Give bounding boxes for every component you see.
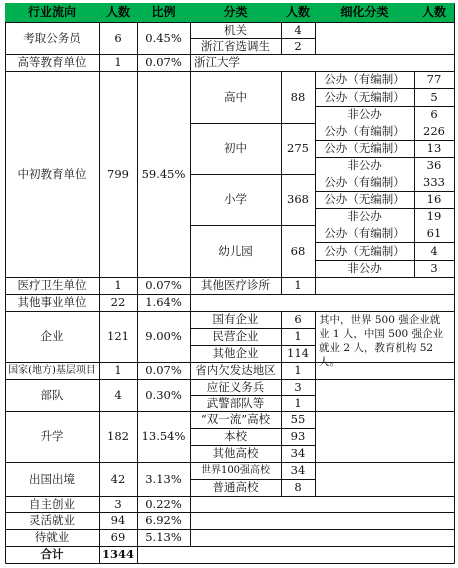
count-flexible-employment: 94	[110, 513, 126, 527]
count-healthcare: 1	[114, 278, 122, 292]
detail-label: 公办（有编制）	[324, 226, 405, 240]
detail-count: 61	[426, 226, 442, 240]
industry-military: 部队	[40, 387, 64, 402]
industry-flexible-employment: 灵活就业	[29, 513, 75, 527]
industry-grassroots: 国家(地方)基层项目	[8, 365, 96, 376]
detail-count: 36	[426, 158, 442, 172]
industry-further-study: 升学	[40, 429, 64, 443]
industry-civil-servant: 考取公务员	[23, 30, 81, 45]
sub-other-enterprise: 其他企业	[212, 346, 259, 360]
sub-armed-police-count: 1	[294, 395, 302, 410]
detail-label: 非公办	[347, 261, 382, 275]
group-kindergarten-count: 68	[290, 243, 306, 258]
ratio-healthcare: 0.07%	[145, 278, 182, 292]
detail-label: 公办（无编制）	[324, 243, 405, 258]
sub-conscript-count: 3	[294, 379, 302, 394]
sub-selected-graduates: 浙江省选调生	[201, 38, 270, 53]
group-primary-school: 小学	[224, 192, 247, 206]
ratio-enterprise: 9.00%	[145, 329, 182, 343]
sub-zhejiang-university: 浙江大学	[194, 55, 240, 69]
header-industry: 行业流向	[5, 3, 99, 22]
sub-regular-university: 普通高校	[212, 480, 259, 494]
count-higher-education: 1	[114, 55, 122, 69]
count-further-study: 182	[107, 429, 129, 443]
ratio-higher-education: 0.07%	[145, 55, 182, 69]
detail-count: 19	[426, 209, 442, 223]
sub-other-enterprise-count: 114	[287, 346, 309, 360]
header-category: 分类	[190, 3, 281, 22]
sub-other-university: 其他高校	[212, 446, 259, 460]
sub-underdeveloped-area: 省内欠发达地区	[195, 363, 276, 377]
industry-healthcare: 医疗卫生单位	[17, 278, 87, 292]
group-high-school-count: 88	[290, 89, 306, 104]
count-other-public: 22	[110, 295, 126, 309]
sub-world-top100: 世界100强高校	[200, 465, 271, 476]
count-military: 4	[114, 387, 122, 402]
sub-conscript: 应征义务兵	[206, 379, 265, 394]
total-count: 1344	[101, 547, 134, 561]
sub-other-clinic-count: 1	[294, 278, 302, 292]
sub-own-university: 本校	[224, 429, 247, 443]
group-high-school: 高中	[224, 89, 247, 104]
industry-entrepreneurship: 自主创业	[29, 496, 75, 511]
detail-count: 4	[430, 243, 438, 258]
group-middle-school: 初中	[224, 141, 247, 155]
group-middle-school-count: 275	[287, 141, 309, 155]
ratio-k12-education: 59.45%	[141, 166, 186, 181]
detail-label: 非公办	[347, 107, 382, 121]
detail-count: 3	[430, 261, 438, 275]
sub-underdeveloped-area-count: 1	[294, 363, 302, 377]
ratio-unemployed: 5.13%	[145, 530, 182, 544]
detail-count: 5	[430, 89, 438, 104]
total-label: 合计	[40, 547, 64, 561]
ratio-military: 0.30%	[145, 387, 182, 402]
ratio-entrepreneurship: 0.22%	[145, 496, 182, 511]
detail-label: 公办（有编制）	[324, 124, 405, 138]
header-detail: 细化分类	[315, 3, 414, 22]
ratio-other-public: 1.64%	[145, 295, 182, 309]
sub-other-university-count: 34	[290, 446, 306, 460]
detail-label: 公办（有编制）	[324, 72, 405, 86]
header-detail-count: 人数	[414, 3, 454, 22]
count-entrepreneurship: 3	[114, 496, 122, 511]
sub-private: 民营企业	[212, 329, 259, 343]
industry-other-public: 其他事业单位	[17, 295, 87, 309]
sub-selected-graduates-count: 2	[294, 38, 302, 53]
sub-own-university-count: 93	[290, 429, 306, 443]
industry-unemployed: 待就业	[34, 530, 70, 544]
count-study-abroad: 42	[110, 471, 126, 486]
group-kindergarten: 幼儿园	[218, 243, 253, 258]
industry-enterprise: 企业	[40, 329, 64, 343]
detail-count: 6	[430, 107, 438, 121]
detail-count: 13	[426, 141, 442, 155]
detail-label: 公办（无编制）	[324, 192, 405, 206]
count-unemployed: 69	[110, 530, 126, 544]
count-enterprise: 121	[107, 329, 129, 343]
industry-higher-education: 高等教育单位	[17, 55, 87, 69]
count-civil-servant: 6	[114, 30, 122, 45]
detail-label: 公办（有编制）	[324, 175, 405, 189]
sub-state-owned: 国有企业	[212, 312, 259, 326]
sub-other-clinic: 其他医疗诊所	[201, 278, 270, 292]
sub-double-first-class: “双一流”高校	[200, 412, 271, 426]
ratio-grassroots: 0.07%	[145, 363, 182, 377]
count-grassroots: 1	[114, 363, 122, 377]
enterprise-note: 其中，世界 500 强企业就业 1 人，中国 500 强企业就业 2 人，教育机构 52 人。	[319, 314, 444, 368]
count-k12-education: 799	[107, 166, 129, 181]
detail-label: 非公办	[347, 158, 382, 172]
sub-world-top100-count: 34	[290, 463, 306, 477]
sub-regular-university-count: 8	[294, 480, 302, 494]
group-primary-school-count: 368	[287, 192, 309, 206]
sub-government-count: 4	[294, 22, 302, 37]
detail-label: 非公办	[347, 209, 382, 223]
sub-state-owned-count: 6	[294, 312, 302, 326]
ratio-study-abroad: 3.13%	[145, 471, 182, 486]
detail-count: 333	[423, 175, 445, 189]
sub-government: 机关	[224, 22, 247, 37]
header-ratio: 比例	[137, 3, 190, 22]
detail-label: 公办（无编制）	[324, 141, 405, 155]
industry-k12-education: 中初教育单位	[17, 166, 87, 181]
ratio-civil-servant: 0.45%	[145, 30, 182, 45]
ratio-further-study: 13.54%	[141, 429, 186, 443]
header-category-count: 人数	[281, 3, 315, 22]
detail-count: 226	[423, 124, 445, 138]
ratio-flexible-employment: 6.92%	[145, 513, 182, 527]
header-count: 人数	[99, 3, 137, 22]
sub-armed-police: 武警部队等	[206, 395, 265, 410]
detail-count: 16	[426, 192, 442, 206]
industry-study-abroad: 出国出境	[29, 471, 75, 486]
sub-private-count: 1	[294, 329, 302, 343]
sub-double-first-class-count: 55	[290, 412, 306, 426]
detail-label: 公办（无编制）	[324, 89, 405, 104]
detail-count: 77	[426, 72, 442, 86]
